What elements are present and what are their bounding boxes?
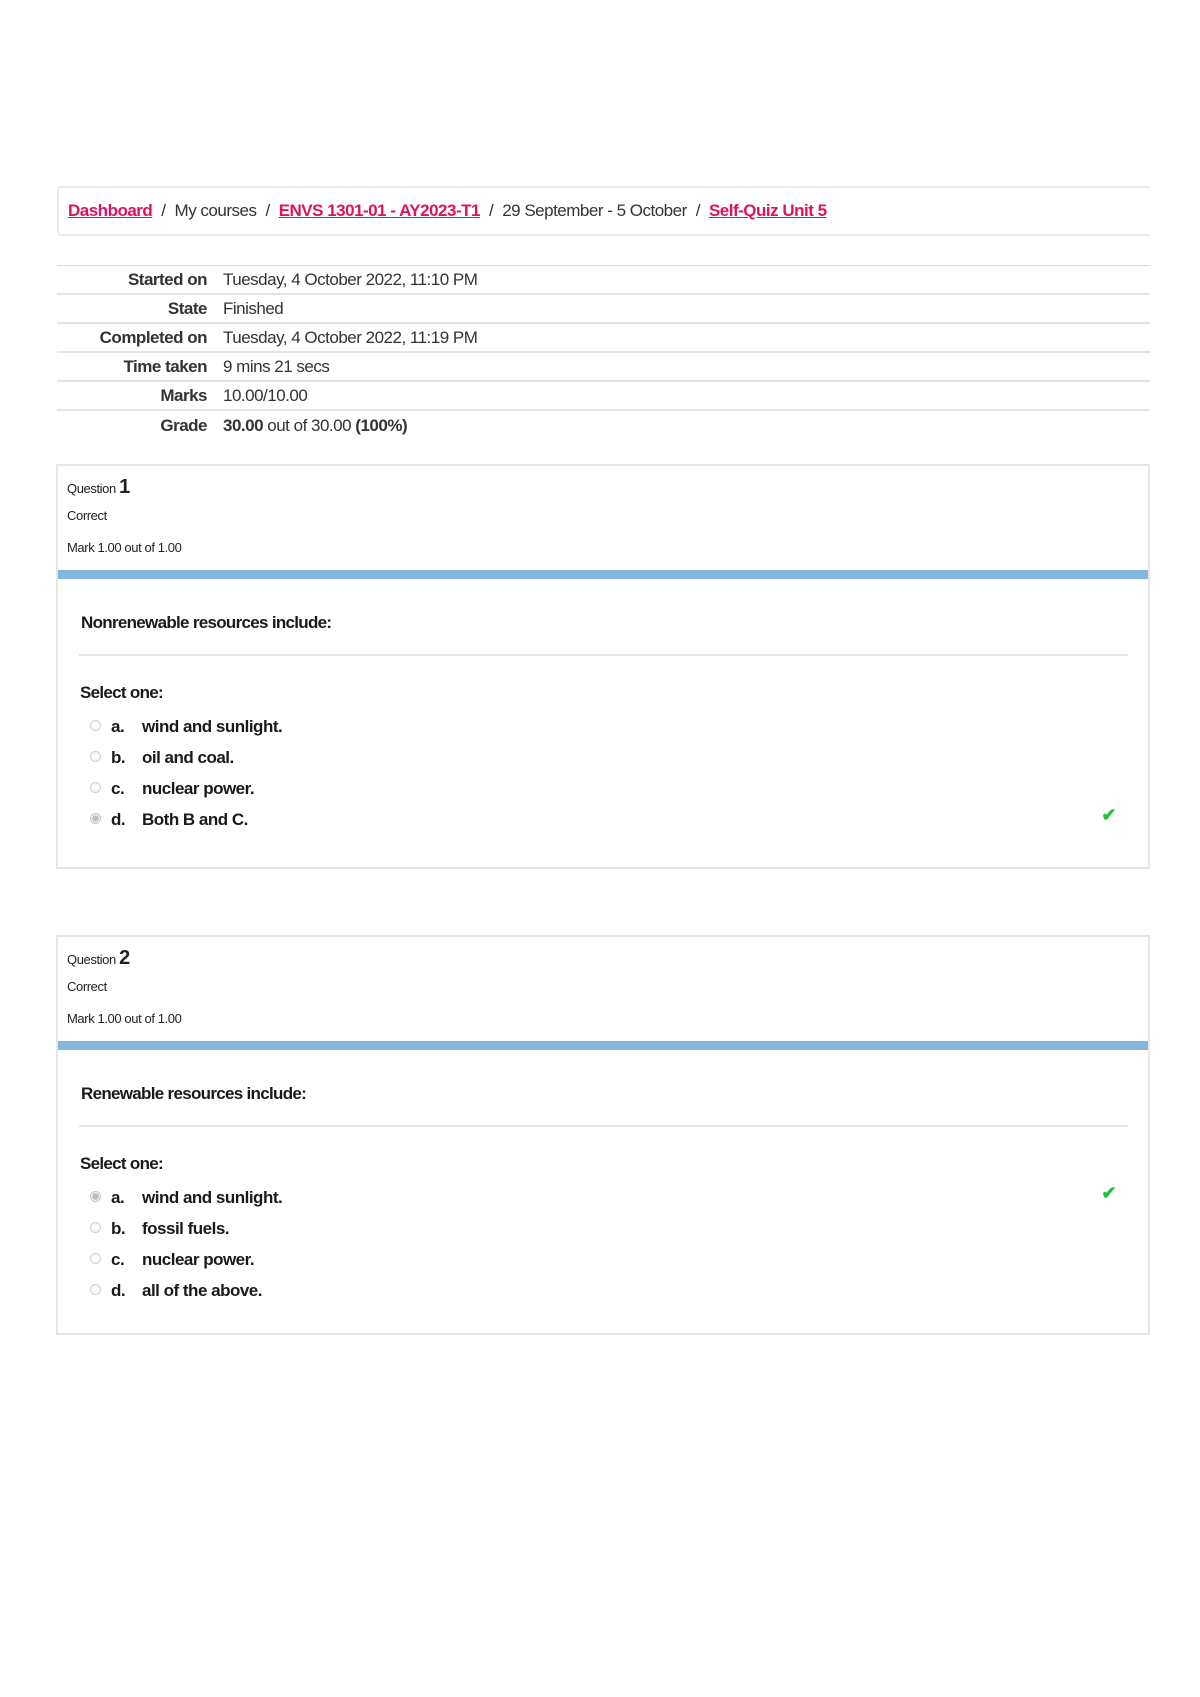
question-block [56, 464, 1150, 869]
answer-text: wind and sunlight. [142, 716, 283, 736]
answer-text: all of the above. [142, 1280, 262, 1300]
summary-label: Started on [127, 269, 207, 289]
answer-prompt: Select one: [80, 1154, 163, 1173]
answer-option[interactable] [90, 1275, 1130, 1306]
question-grade: Mark 1.00 out of 1.00 [67, 540, 182, 555]
radio-button-selected[interactable] [90, 1191, 101, 1202]
divider [79, 654, 1128, 656]
summary-value: Tuesday, 4 October 2022, 11:10 PM [223, 269, 478, 289]
summary-row-marks [57, 382, 1150, 411]
answer-option[interactable] [90, 1213, 1130, 1244]
summary-value: Tuesday, 4 October 2022, 11:19 PM [223, 327, 478, 347]
grade-score: 30.00 [223, 415, 264, 435]
question-number [67, 947, 130, 970]
breadcrumb-quiz-link[interactable]: Self-Quiz Unit 5 [708, 201, 827, 220]
answer-option[interactable] [90, 1244, 1130, 1275]
summary-label: State [167, 298, 207, 318]
question-state: Correct [67, 979, 107, 994]
quiz-summary-table [57, 265, 1150, 440]
question-number-value: 1 [119, 476, 130, 498]
answer-text: nuclear power. [142, 778, 255, 798]
answer-option-selected[interactable] [90, 804, 1130, 835]
answer-letter: c. [111, 778, 125, 798]
radio-button[interactable] [90, 1222, 101, 1233]
summary-value [223, 416, 407, 436]
breadcrumb-separator: / [695, 201, 700, 220]
answer-text: fossil fuels. [142, 1218, 230, 1238]
question-number-value: 2 [119, 947, 130, 969]
answer-option-selected[interactable] [90, 1182, 1130, 1213]
question-block [56, 935, 1150, 1335]
summary-label: Grade [160, 415, 207, 435]
breadcrumb-dashboard-link[interactable]: Dashboard [68, 201, 153, 220]
summary-value: 9 mins 21 secs [223, 356, 330, 376]
summary-label: Marks [160, 385, 207, 405]
radio-button[interactable] [90, 751, 101, 762]
answer-letter: a. [111, 716, 125, 736]
summary-label: Time taken [123, 356, 207, 376]
radio-button[interactable] [90, 1284, 101, 1295]
radio-button[interactable] [90, 720, 101, 731]
summary-row-grade [57, 411, 1150, 440]
answer-option[interactable] [90, 711, 1130, 742]
question-number [67, 476, 130, 499]
summary-value: 10.00/10.00 [223, 385, 308, 405]
radio-button[interactable] [90, 1253, 101, 1264]
answer-letter: b. [111, 1218, 126, 1238]
question-grade: Mark 1.00 out of 1.00 [67, 1011, 182, 1026]
question-label: Question [67, 481, 116, 496]
summary-value: Finished [223, 298, 284, 318]
answer-text: wind and sunlight. [142, 1187, 283, 1207]
question-text: Nonrenewable resources include: [81, 613, 332, 632]
answer-letter: a. [111, 1187, 125, 1207]
summary-row-time-taken [57, 353, 1150, 382]
question-text: Renewable resources include: [81, 1084, 307, 1103]
radio-button[interactable] [90, 782, 101, 793]
breadcrumb-week: 29 September - 5 October [502, 201, 687, 220]
breadcrumb [57, 186, 1150, 236]
summary-row-started [57, 266, 1150, 295]
question-state: Correct [67, 508, 107, 523]
answer-letter: b. [111, 747, 126, 767]
answer-option[interactable] [90, 742, 1130, 773]
divider [79, 1125, 1128, 1127]
answer-letter: c. [111, 1249, 125, 1269]
summary-row-state [57, 295, 1150, 324]
answer-text: oil and coal. [142, 747, 234, 767]
grade-out-of: out of 30.00 [263, 415, 356, 435]
breadcrumb-course-link[interactable]: ENVS 1301-01 - AY2023-T1 [278, 201, 480, 220]
summary-label: Completed on [99, 327, 207, 347]
answer-prompt: Select one: [80, 683, 163, 702]
answer-text: nuclear power. [142, 1249, 255, 1269]
grade-percent: (100%) [355, 415, 408, 435]
answer-list [90, 1182, 1130, 1306]
question-info [58, 466, 1148, 579]
answer-list [90, 711, 1130, 835]
breadcrumb-my-courses: My courses [174, 201, 257, 220]
question-label: Question [67, 952, 116, 967]
radio-button-selected[interactable] [90, 813, 101, 824]
breadcrumb-separator: / [161, 201, 166, 220]
question-info [58, 937, 1148, 1050]
summary-row-completed [57, 324, 1150, 353]
correct-check-icon: ✔ [1101, 1183, 1116, 1203]
answer-text: Both B and C. [142, 809, 248, 829]
breadcrumb-separator: / [265, 201, 270, 220]
breadcrumb-separator: / [488, 201, 494, 220]
answer-letter: d. [111, 809, 126, 829]
correct-check-icon: ✔ [1101, 805, 1116, 825]
answer-option[interactable] [90, 773, 1130, 804]
answer-letter: d. [111, 1280, 126, 1300]
